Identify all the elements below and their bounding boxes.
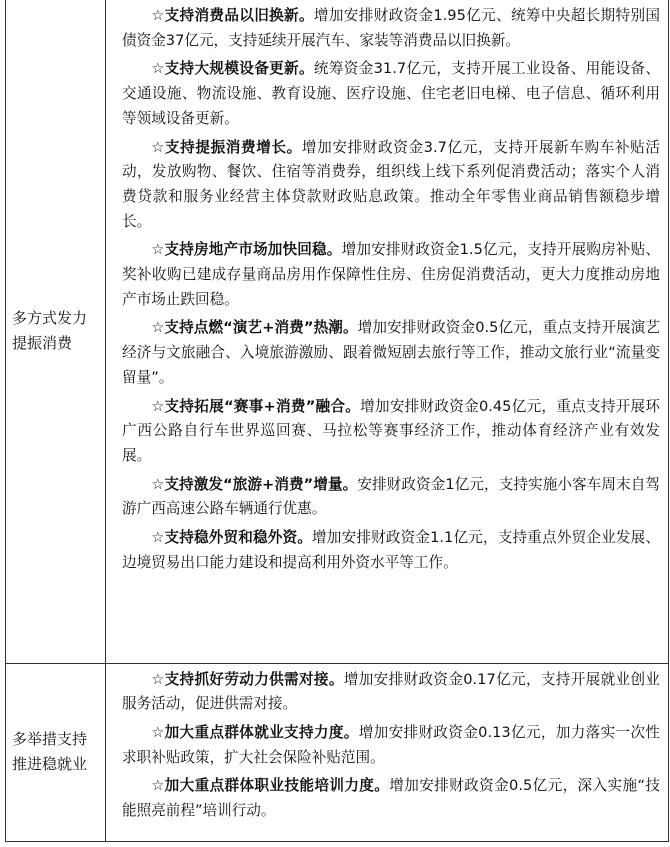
- item-body: 增加安排财政资金1.1亿元，支持重点外贸企业发展、边境贸易出口能力建设和提高利用外资水平等工作。: [122, 529, 660, 571]
- item-body: 增加安排财政资金0.5亿元，深入实施“技能照亮前程”培训行动。: [122, 777, 660, 820]
- item-body: 增加安排财政资金1.5亿元，支持开展购房补贴、奖补收购已建成存量商品房用作保障性住房、住房促消费活动，更大力度推动房地产市场止跌回稳。: [122, 241, 660, 308]
- category-label: 多举措支持推进稳就业: [12, 730, 88, 773]
- item-title: 支持大规模设备更新。: [164, 60, 314, 78]
- category-label: 多方式发力提振消费: [12, 309, 88, 353]
- item-body: 增加安排财政资金0.45亿元，重点支持开展环广西公路自行车世界巡回赛、马拉松等赛事经济工作，推动体育经济产业有效发展。: [122, 397, 660, 464]
- item-title: 加大重点群体职业技能培训力度。: [164, 777, 390, 795]
- item-title: 支持提振消费增长。: [164, 138, 302, 156]
- policy-table: [5, 0, 669, 842]
- list-item: [122, 57, 660, 131]
- item-title: 支持消费品以旧换新。: [164, 7, 314, 24]
- star-icon: ☆: [151, 241, 165, 259]
- content-cell: [106, 663, 669, 841]
- star-icon: ☆: [151, 319, 165, 337]
- item-title: 支持点燃“演艺+消费”热潮。: [164, 319, 358, 337]
- star-icon: ☆: [151, 7, 165, 24]
- content-cell: [106, 0, 669, 663]
- item-title: 支持激发“旅游+消费”增量。: [164, 475, 358, 493]
- list-item: [122, 136, 660, 235]
- table-row-consumption: [6, 0, 669, 663]
- item-title: 支持抓好劳动力供需对接。: [164, 670, 344, 688]
- category-cell: [6, 663, 106, 841]
- star-icon: ☆: [151, 529, 165, 547]
- category-cell: [6, 0, 106, 663]
- star-icon: ☆: [151, 777, 165, 795]
- star-icon: ☆: [151, 723, 165, 741]
- list-item: [122, 668, 660, 717]
- list-item: [122, 4, 660, 53]
- star-icon: ☆: [151, 397, 165, 415]
- star-icon: ☆: [151, 60, 165, 78]
- item-title: 支持拓展“赛事+消费”融合。: [164, 397, 361, 415]
- item-body: 增加安排财政资金0.17亿元，支持开展就业创业服务活动，促进供需对接。: [122, 670, 660, 713]
- item-title: 加大重点群体就业支持力度。: [164, 723, 359, 741]
- list-item: [122, 316, 660, 390]
- list-item: [122, 774, 660, 823]
- item-title: 支持稳外贸和稳外资。: [164, 529, 313, 547]
- item-body: 增加安排财政资金1.95亿元、统筹中央超长期特别国债资金37亿元，支持延续开展汽车、家装等消费品以旧换新。: [122, 7, 660, 49]
- list-item: [122, 238, 660, 312]
- list-item: [122, 526, 660, 575]
- item-body: 增加安排财政资金0.13亿元，加力落实一次性求职补贴政策，扩大社会保险补贴范围。: [122, 723, 660, 766]
- item-body: 增加安排财政资金0.5亿元，重点支持开展演艺经济与文旅融合、入境旅游激励、跟着微短剧去旅行等工作，推动文旅行业“流量变留量”。: [122, 319, 660, 386]
- table-row-employment: [6, 663, 669, 841]
- star-icon: ☆: [151, 138, 165, 156]
- star-icon: ☆: [151, 475, 165, 493]
- list-item: [122, 395, 660, 469]
- list-item: [122, 721, 660, 770]
- item-body: 统筹资金31.7亿元，支持开展工业设备、用能设备、交通设施、物流设施、教育设施、医疗设施、住宅老旧电梯、电子信息、循环利用等领域设备更新。: [122, 60, 660, 127]
- item-title: 支持房地产市场加快回稳。: [164, 241, 342, 259]
- item-body: 安排财政资金1亿元，支持实施小客车周末自驾游广西高速公路车辆通行优惠。: [122, 475, 660, 518]
- list-item: [122, 473, 660, 522]
- star-icon: ☆: [151, 670, 165, 688]
- item-body: 增加安排财政资金3.7亿元，支持开展新车购车补贴活动，发放购物、餐饮、住宿等消费券，组织线上线下系列促消费活动；落实个人消费贷款和服务业经营主体贷款财政贴息政策。推动全年零售业商品销售额稳步增长。: [122, 138, 660, 230]
